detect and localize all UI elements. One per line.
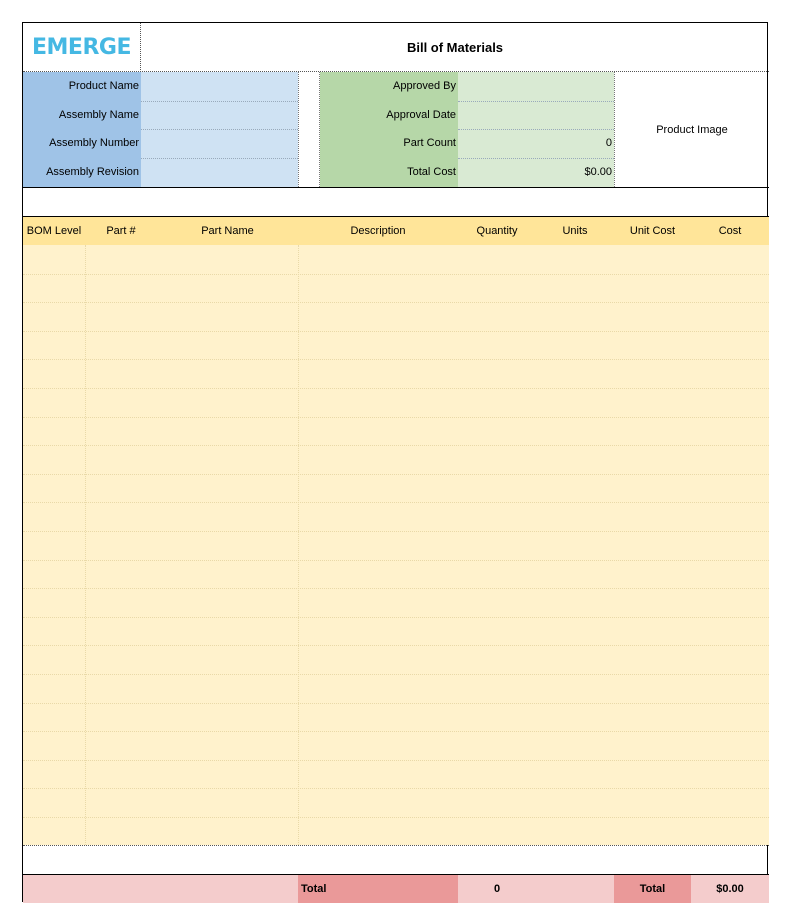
row-divider (23, 617, 769, 618)
info-block (23, 72, 769, 187)
approved-by-label: Approved By (393, 80, 456, 92)
approval-labels-column (320, 72, 458, 187)
bom-sheet (22, 22, 768, 902)
row-divider (23, 302, 769, 303)
cost-total-value: $0.00 (716, 883, 744, 895)
row-divider (23, 274, 769, 275)
info-row-divider (141, 101, 298, 102)
row-divider (23, 474, 769, 475)
approval-date-field[interactable] (458, 101, 614, 129)
row-divider (23, 502, 769, 503)
row-divider (23, 359, 769, 360)
product-name-label: Product Name (68, 80, 139, 92)
assembly-revision-field[interactable] (141, 158, 298, 186)
page-title: Bill of Materials (406, 40, 504, 55)
logo-text: EMERGE (32, 35, 131, 60)
info-row-divider (458, 101, 614, 102)
part-count-value: 0 (605, 137, 612, 149)
info-row-divider (458, 129, 614, 130)
total-cost-label: Total Cost (407, 166, 456, 178)
table-bottom-border (23, 845, 769, 846)
total-cost-value: $0.00 (584, 166, 612, 178)
row-divider (23, 445, 769, 446)
row-divider (23, 731, 769, 732)
row-divider (23, 817, 769, 818)
column-header-bom-level: BOM Level (26, 225, 82, 237)
row-divider (23, 531, 769, 532)
info-row-divider (141, 129, 298, 130)
part-count-label: Part Count (403, 137, 456, 149)
row-divider (23, 560, 769, 561)
product-labels-column (23, 72, 141, 187)
column-header-part-name: Part Name (201, 225, 254, 237)
assembly-name-label: Assembly Name (58, 109, 139, 121)
totals-row (23, 874, 769, 903)
quantity-total-value: 0 (493, 883, 501, 895)
assembly-revision-label: Assembly Revision (46, 166, 139, 178)
column-divider (85, 245, 86, 845)
column-header-description: Description (350, 225, 406, 237)
assembly-number-field[interactable] (141, 129, 298, 157)
assembly-name-field[interactable] (141, 101, 298, 129)
row-divider (23, 588, 769, 589)
row-divider (23, 388, 769, 389)
logo (23, 23, 141, 72)
column-header-units: Units (562, 225, 588, 237)
column-divider (298, 245, 299, 845)
info-row-divider (141, 158, 298, 159)
assembly-number-label: Assembly Number (49, 137, 139, 149)
column-header-quantity: Quantity (476, 225, 518, 237)
row-divider (23, 674, 769, 675)
approval-date-label: Approval Date (386, 109, 456, 121)
row-divider (23, 760, 769, 761)
row-divider (23, 331, 769, 332)
info-row-divider (458, 158, 614, 159)
table-header (23, 216, 769, 245)
column-header-part-number: Part # (106, 225, 136, 237)
column-header-cost: Cost (718, 225, 742, 237)
row-divider (23, 703, 769, 704)
row-divider (23, 645, 769, 646)
row-divider (23, 417, 769, 418)
spacer-column (298, 72, 320, 187)
row-divider (23, 788, 769, 789)
product-name-field[interactable] (141, 72, 298, 100)
quantity-total-label: Total (298, 875, 458, 903)
cost-total-label: Total (614, 875, 691, 903)
table-body[interactable] (23, 245, 769, 845)
info-divider (23, 187, 769, 188)
approved-by-field[interactable] (458, 72, 614, 100)
column-header-unit-cost: Unit Cost (629, 225, 676, 237)
product-image-placeholder[interactable] (614, 72, 769, 187)
product-image-label: Product Image (656, 123, 728, 136)
sheet-header (23, 23, 769, 72)
